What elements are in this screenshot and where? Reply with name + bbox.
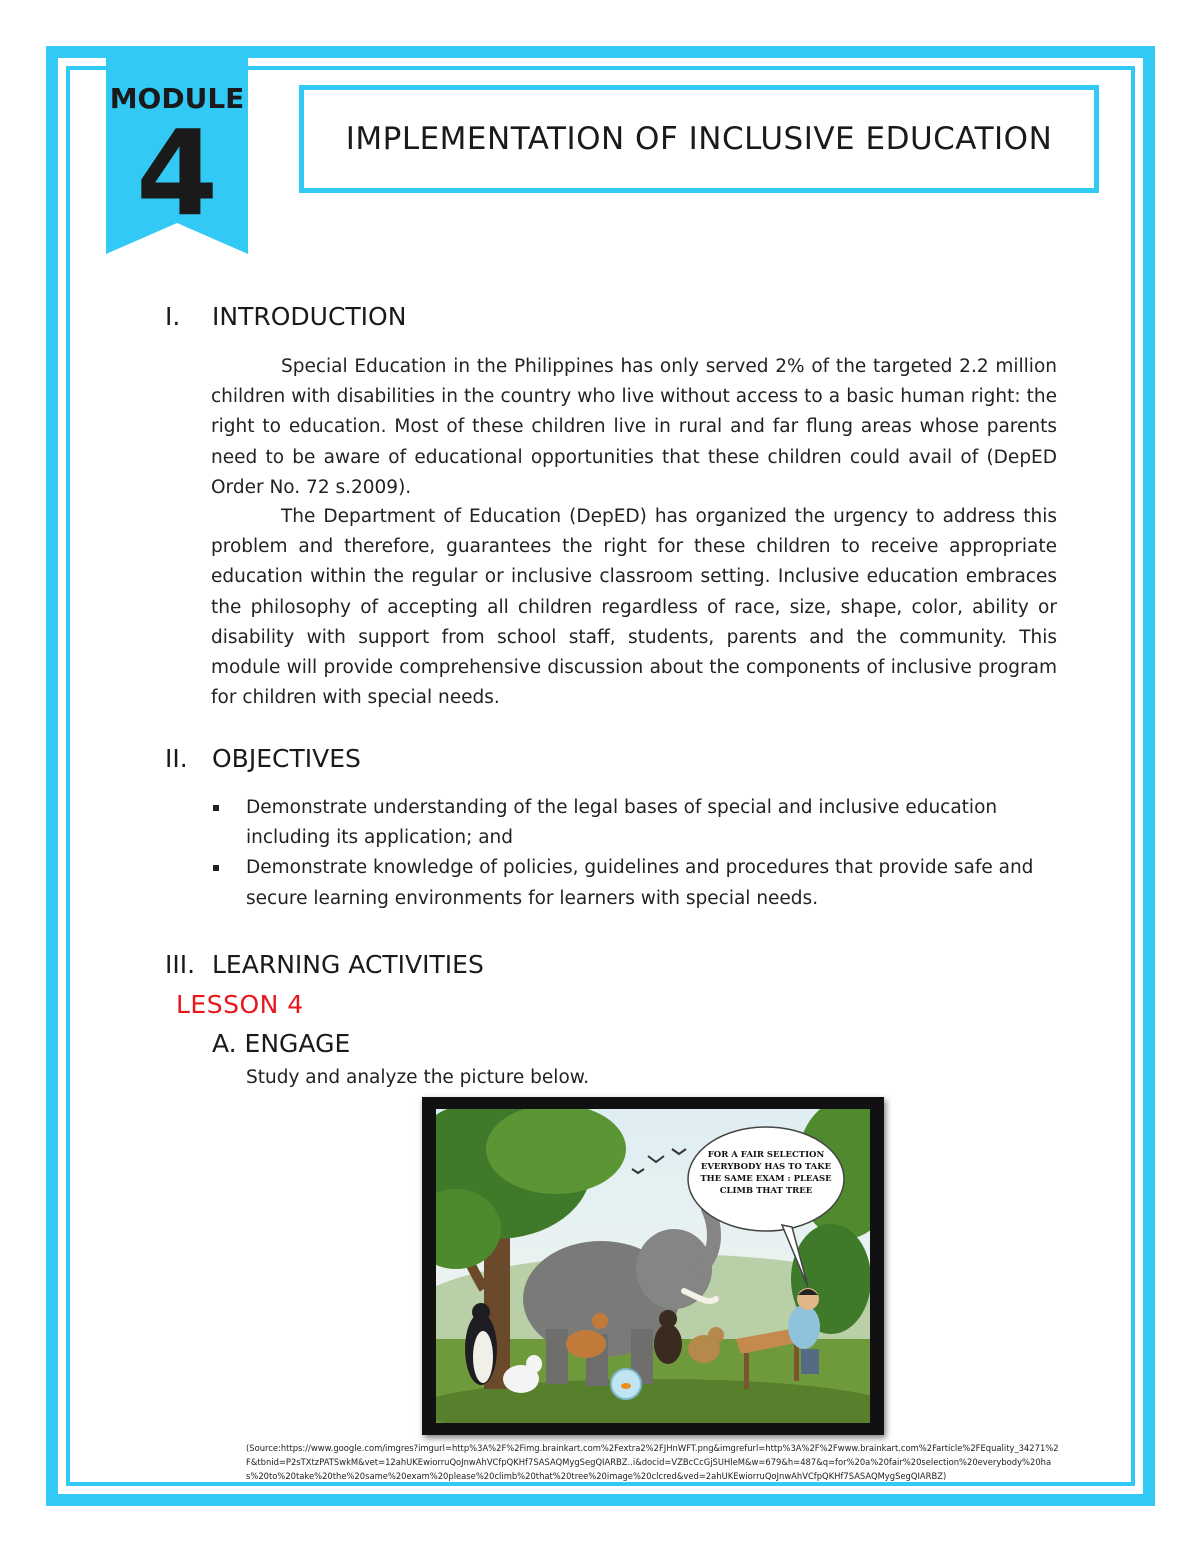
section-title: OBJECTIVES	[212, 744, 361, 773]
instruction-text: Study and analyze the picture below.	[246, 1067, 590, 1088]
section-heading-introduction	[165, 302, 406, 331]
list-item: Demonstrate understanding of the legal bases of special and inclusive education including its application; and	[211, 793, 1061, 853]
section-heading-learning-activities	[165, 950, 484, 979]
image-source-citation: (Source:https://www.google.com/imgres?imgurl=http%3A%2F%2Fimg.brainkart.com%2Fextra2%2FJHnWFT.png&imgrefurl=http%3A%2F%2Fwww.brainkart.com%2Farticle%2FEquality_34271%2F&tbnid=P2sTXtzPATSwkM&vet=12ahUKEwiorruQoJnwAhVCfpQKHf7SASAQMygSegQIARBZ..i&docid=VZBcCcGjSUHleM&w=679&h=487&q=for%20a%20fair%20selection%20everybody%20has%20to%20take%20the%20same%20exam%20please%20climb%20that%20tree%20image%20clcred&ved=2ahUKEwiorruQoJnwAhVCfpQKHf7SASAQMygSegQIARBZ)	[246, 1443, 1059, 1481]
speech-bubble-line: CLIMB THAT TREE	[719, 1186, 813, 1196]
bullet-icon	[213, 865, 219, 871]
cartoon-illustration	[436, 1109, 870, 1423]
section-heading-objectives	[165, 744, 361, 773]
lesson-label: LESSON 4	[176, 990, 304, 1019]
module-ribbon	[106, 58, 248, 254]
section-number: III.	[165, 950, 196, 979]
section-title: INTRODUCTION	[212, 302, 407, 331]
module-number: 4	[135, 104, 219, 242]
section-number: II.	[165, 744, 188, 773]
intro-paragraph-1: Special Education in the Philippines has only served 2% of the targeted 2.2 million children with disabilities in the country who live without access to a basic human right: the right to education. Most of these children live in rural and far flung areas whose parents need to be aware of educational opportunities that these children could avail of (DepED Order No. 72 s.2009).	[211, 356, 1057, 498]
title-box	[299, 85, 1099, 193]
intro-paragraph-2: The Department of Education (DepED) has organized the urgency to address this problem and therefore, guarantees the right for these children to receive appropriate education within the regular or inclusive classroom setting. Inclusive education embraces the philosophy of accepting all children regardless of race, size, shape, color, ability or disability with support from school staff, students, parents and the community. This module will provide comprehensive discussion about the components of inclusive program for children with special needs.	[211, 506, 1057, 709]
page-title: IMPLEMENTATION OF INCLUSIVE EDUCATION	[345, 121, 1053, 157]
module-label: MODULE	[109, 82, 245, 115]
list-item: Demonstrate knowledge of policies, guidelines and procedures that provide safe and secure learning environments for learners with special needs.	[211, 853, 1061, 913]
engage-heading: A. ENGAGE	[212, 1029, 351, 1058]
cartoon-image	[422, 1097, 884, 1435]
objectives-list	[211, 793, 1061, 914]
section-title: LEARNING ACTIVITIES	[212, 950, 484, 979]
section-number: I.	[165, 302, 181, 331]
bullet-icon	[213, 805, 219, 811]
speech-bubble-line: EVERYBODY HAS TO TAKE	[700, 1162, 832, 1172]
speech-bubble-line: FOR A FAIR SELECTION	[707, 1150, 825, 1160]
speech-bubble-line: THE SAME EXAM : PLEASE	[700, 1174, 832, 1184]
